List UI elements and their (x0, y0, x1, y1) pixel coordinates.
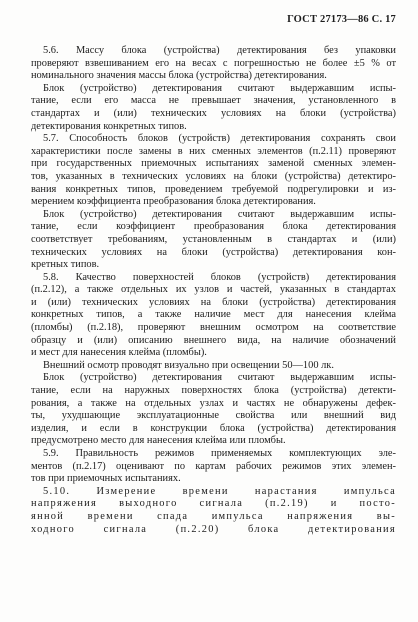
text-line: ходного сигнала (п.2.20) блока детектирования (31, 523, 396, 535)
text-line: ты, ухудшающие эксплуатационные свойства или внешний вид (31, 410, 396, 422)
text-line: Блок (устройство) детектирования считают выдержавшим испы- (43, 372, 396, 384)
text-line: (п.2.12), а также отдельных их узлов и частей, указанных в стандартах (31, 284, 396, 296)
text-line: при государственных приемочных испытаниях заменой сменных элемен- (31, 158, 396, 170)
text-line: стандартах и (или) технических условиях на блоки (устройства) (31, 107, 396, 119)
document-body (31, 45, 396, 536)
text-line: напряжения выходного сигнала (п.2.19) и посто- (31, 498, 396, 510)
text-line: проверяют взвешиванием его на весах с погрешностью не более ±5 % от (31, 57, 396, 69)
text-line: тание, если коэффициент преобразования блока детектирования (31, 221, 396, 233)
text-line: тание, если его масса не превышает значения, установленного в (31, 95, 396, 107)
text-line: соответствует требованиям, установленным в стандартах и (или) (31, 233, 396, 245)
text-line: детектирования конкретных типов. (31, 120, 187, 132)
text-line: ментов (п.2.17) оценивают по картам рабочих режимов этих элемен- (31, 460, 396, 472)
text-line: янной времени спада импульса напряжения вы- (31, 510, 396, 522)
text-line: 5.9. Правильность режимов применяемых комплектующих эле- (43, 448, 396, 459)
text-line: Внешний осмотр проводят визуально при освещении 50—100 лк. (43, 359, 334, 371)
text-line: 5.6. Массу блока (устройства) детектирования без упаковки (43, 45, 396, 56)
text-line: образцу и (или) описанию внешнего вида, на наличие обозначений (31, 334, 396, 346)
page-header: ГОСТ 27173—86 С. 17 (287, 14, 396, 25)
text-line: характеристики после замены в них сменных элементов (п.2.11) проверяют (31, 145, 396, 157)
text-line: конкретных типов, а также наличие мест для нанесения клейма (31, 309, 396, 321)
text-line: и мест для нанесения клейма (пломбы). (31, 347, 207, 359)
text-line: 5.7. Способность блоков (устройств) детектирования сохранять свои (43, 133, 396, 145)
text-line: кретных типов. (31, 259, 100, 271)
text-line: Блок (устройство) детектирования считают выдержавшим испы- (43, 82, 396, 94)
text-line: 5.8. Качество поверхностей блоков (устройств) детектирования (43, 271, 396, 283)
text-line: Блок (устройство) детектирования считают выдержавшим испы- (43, 208, 396, 220)
text-line: 5.10. Измерение времени нарастания импульса (43, 485, 396, 497)
text-line: вания конкретных типов, проведением требуемой подрегулировки и из- (31, 183, 396, 195)
text-line: рования, а также на отдельных узлах и частях не обнаружены дефек- (31, 397, 396, 409)
text-line: номинального значения массы блока (устройства) детектирования. (31, 70, 327, 82)
text-line: мерением коэффициента преобразования блока детектирования. (31, 196, 316, 208)
text-line: изделия, и если в конструкции блока (устройства) детектирования (31, 422, 396, 434)
text-line: технических условиях на блоки (устройства) детектирования кон- (31, 246, 396, 258)
text-line: и (или) технических условиях на блоки (устройства) детектирования (31, 296, 396, 308)
text-line: предусмотрено место для нанесения клейма или пломбы. (31, 435, 286, 447)
text-line: тов при приемочных испытаниях. (31, 473, 181, 485)
text-line: (пломбы) (п.2.18), проверяют внешним осмотром на соответствие (31, 322, 396, 334)
text-line: тание, если на наружных поверхностях блока (устройства) детекти- (31, 385, 396, 397)
text-line: тов, указанных в технических условиях на блоки (устройства) детектиро- (31, 170, 396, 182)
